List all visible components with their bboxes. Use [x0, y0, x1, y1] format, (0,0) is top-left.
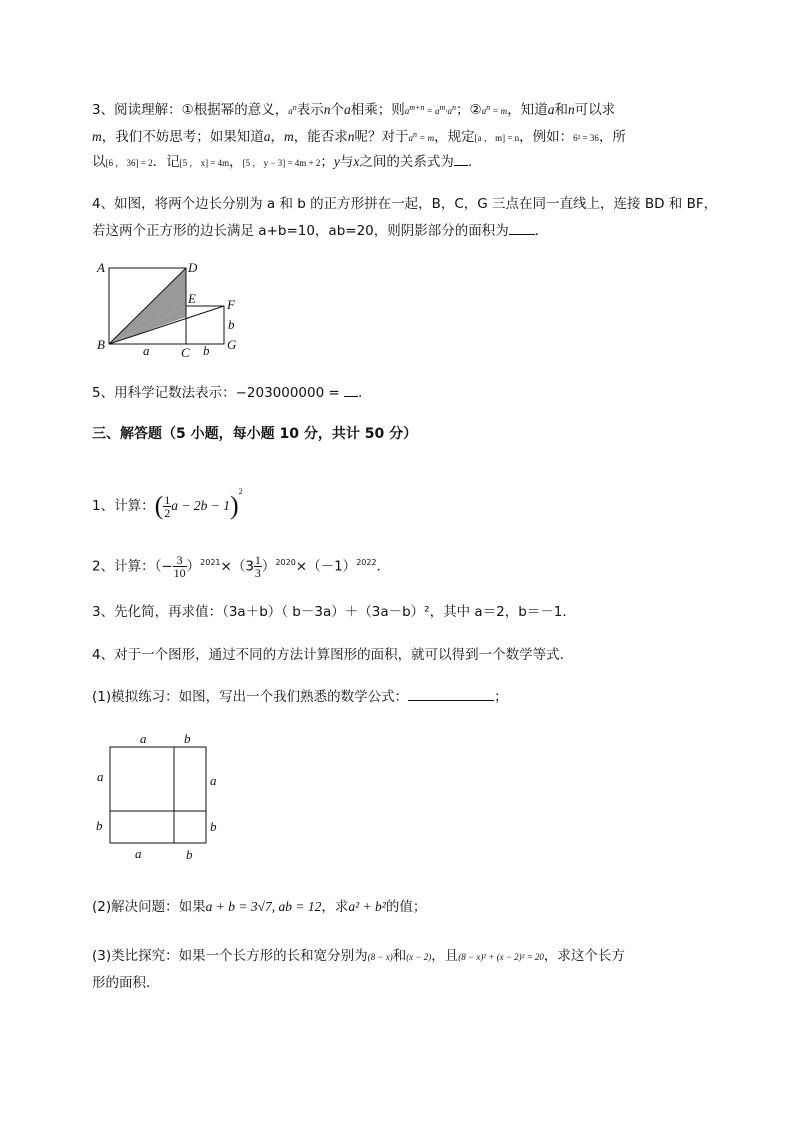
problem-2: 2、计算：（− $\frac{3}{10}$ ）$^{2021}$×（3 $\frac{1}{3}$ ）$^{2020}\times(-1)^{2022}$．	[92, 553, 391, 580]
label-c-point: C	[181, 345, 190, 360]
q4-line-2: 若这两个正方形的边长满足 a+b=10，ab=20，则阴影部分的面积为 ．	[92, 223, 549, 239]
problem-4-part-3: (3)类比探究：如果一个长方形的长和宽分别为(8 − x)和(x − 2)，且(8 − x)² + (x − 2)² = 20，求这个长方	[92, 948, 625, 964]
label-a-point: A	[97, 260, 105, 275]
top-label-b: b	[184, 731, 191, 746]
problem-4-part-2: (2)解决问题：如果a + b = 3√7, ab = 12，求a² + b²的值；	[92, 899, 427, 915]
small-square	[186, 306, 224, 344]
problem-4-part-3-cont: 形的面积．	[92, 975, 160, 991]
left-label-a: a	[97, 769, 104, 784]
section-3-heading: 三、解答题（5 小题，每小题 10 分，共计 50 分）	[92, 426, 418, 442]
label-g-point: G	[227, 337, 237, 352]
left-label-b: b	[96, 818, 103, 833]
q4-line-1: 4、如图，将两个边长分别为 a 和 b 的正方形拼在一起，B，C，G 三点在同一直线上，连接 BD 和 BF，	[92, 196, 718, 212]
bottom-label-b: b	[186, 847, 193, 862]
q5-line: 5、用科学记数法表示：−203000000 = ．	[92, 385, 372, 401]
label-f-point: F	[227, 297, 235, 312]
outer-square	[110, 747, 206, 843]
q3-line-3: 以[6 ， 36] = 2．记[5 ， x] = 4m，[5 ， y − 3] = 4m + 2；y与x之间的关系式为 ．	[92, 154, 482, 170]
label-b-bottom: b	[203, 343, 210, 358]
q3-line-1: 3、阅读理解：①根据幂的意义，$a^n$表示n个a相乘；则$a^{m+n} = a^m\cdot a^n$；$②a^n = m$，知道a和n可以求	[92, 102, 616, 118]
squares-figure	[95, 258, 245, 360]
square-grid-figure	[90, 730, 220, 865]
q3-line-2: m，我们不妨思考；如果知道a，m，能否求n呢？对于$a^n = m$，规定[a ， m] = n，例如：6² = 36，所	[92, 129, 626, 145]
bottom-label-a: a	[135, 846, 142, 861]
label-b-side: b	[228, 317, 235, 332]
label-d-point: D	[188, 260, 198, 275]
problem-4-intro: 4、对于一个图形，通过不同的方法计算图形的面积，就可以得到一个数学等式．	[92, 647, 574, 663]
label-e-point: E	[188, 291, 196, 306]
label-a-length: a	[143, 343, 150, 358]
problem-3: 3、先化简，再求值：（3a＋b）（ b－3a）＋（3a－b）²，其中 a＝2，b＝－1．	[92, 604, 576, 620]
problem-1: 1、计算：( $\frac{1}{2}$ a − 2b − 1)$^2$	[92, 487, 243, 520]
label-b-point: B	[97, 337, 105, 352]
top-label-a: a	[140, 731, 147, 746]
problem-4-part-1: (1)模拟练习：如图，写出一个我们熟悉的数学公式： ；	[92, 689, 508, 705]
right-label-a: a	[210, 773, 217, 788]
right-label-b: b	[210, 819, 217, 834]
